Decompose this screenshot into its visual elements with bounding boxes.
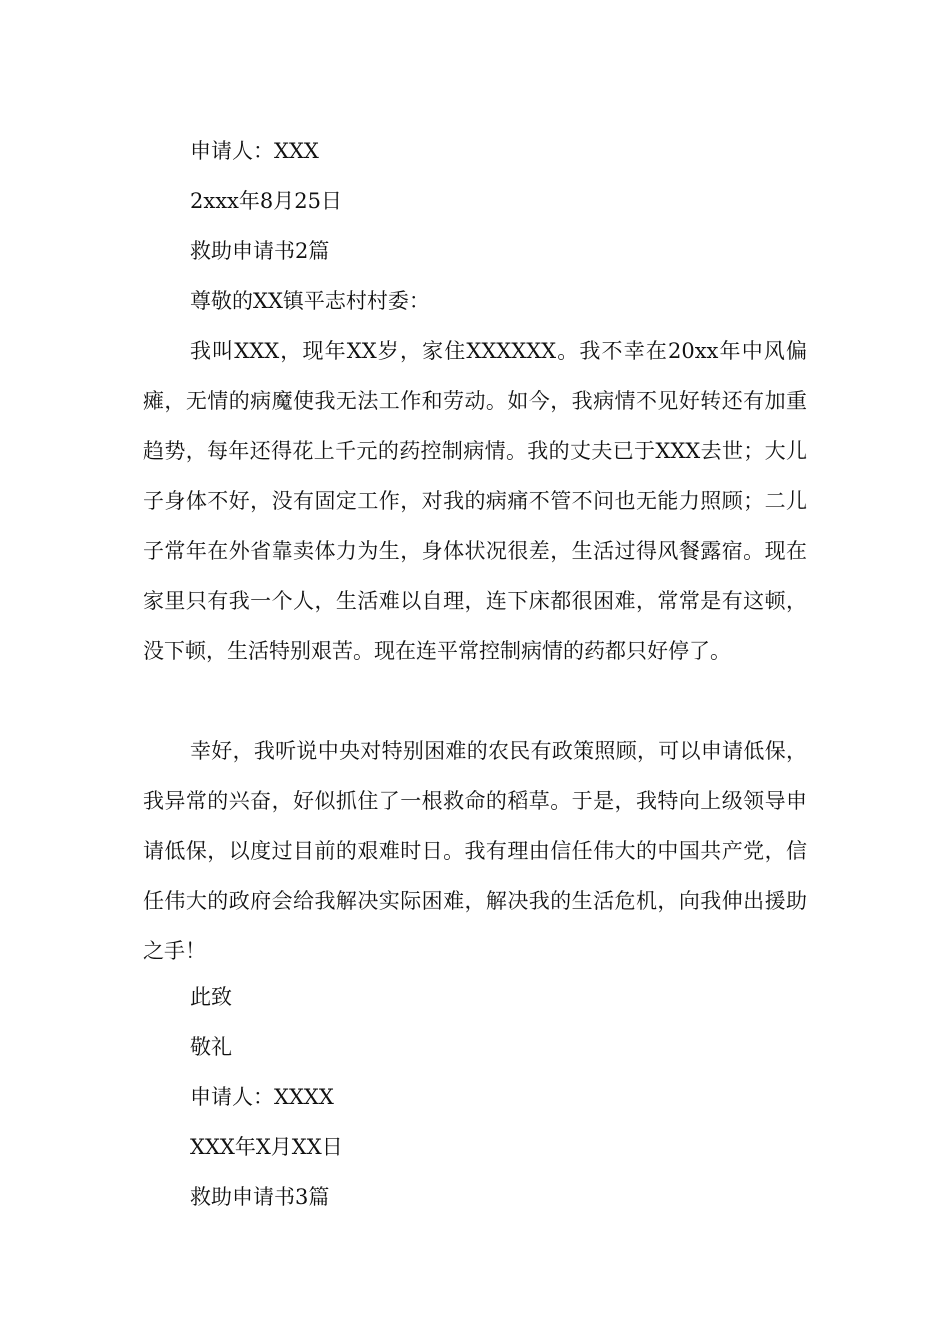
body-paragraph-1: 我叫XXX，现年XX岁，家住XXXXXX。我不幸在20xx年中风偏瘫，无情的病魔使我无法工作和劳动。如今，我病情不见好转还有加重趋势，每年还得花上千元的药控制病情。我的丈夫已于XXX去世；大儿子身体不好，没有固定工作，对我的病痛不管不问也无能力照顾；二儿子常年在外省靠卖体力为生，身体状况很差，生活过得风餐露宿。现在家里只有我一个人，生活难以自理，连下床都很困难，常常是有这顿，没下顿，生活特别艰苦。现在连平常控制病情的药都只好停了。 xyxy=(143,339,807,663)
section-title-3: 救助申请书3篇 xyxy=(190,1185,330,1209)
body-paragraph-2: 幸好，我听说中央对特别困难的农民有政策照顾，可以申请低保，我异常的兴奋，好似抓住了一根救命的稻草。于是，我特向上级领导申请低保，以度过目前的艰难时日。我有理由信任伟大的中国共产党，信任伟大的政府会给我解决实际困难，解决我的生活危机，向我伸出援助之手！ xyxy=(143,739,807,963)
bottom-date-line: XXX年X月XX日 xyxy=(190,1135,343,1159)
section-title-2: 救助申请书2篇 xyxy=(190,239,330,263)
closing-jingli: 敬礼 xyxy=(190,1035,232,1059)
top-date-line: 2xxx年8月25日 xyxy=(190,189,342,213)
closing-cizhi: 此致 xyxy=(190,985,232,1009)
salutation: 尊敬的XX镇平志村村委： xyxy=(190,289,430,313)
bottom-applicant-line: 申请人：XXXX xyxy=(190,1085,334,1109)
top-applicant-line: 申请人：XXX xyxy=(190,139,319,163)
